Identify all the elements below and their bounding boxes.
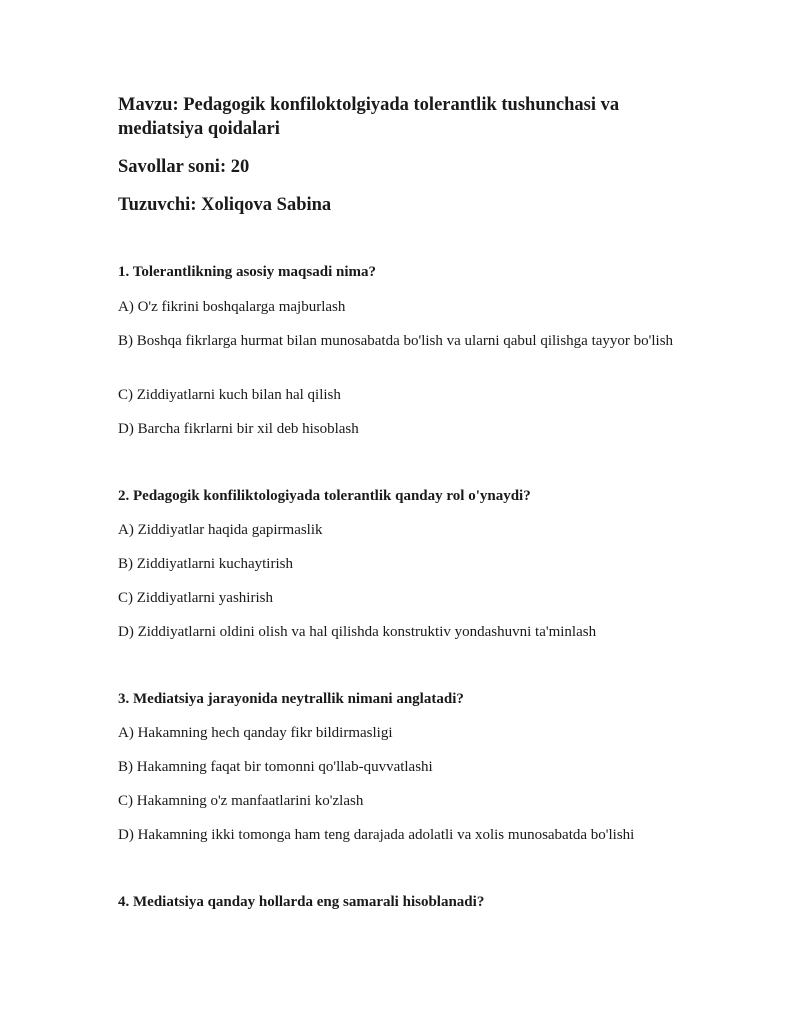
answer-option: A) O'z fikrini boshqalarga majburlash xyxy=(118,299,346,315)
answer-option: A) Ziddiyatlar haqida gapirmaslik xyxy=(118,522,323,538)
answer-option: D) Hakamning ikki tomonga ham teng darajada adolatli va xolis munosabatda bo'lishi xyxy=(118,827,635,843)
answer-option: A) Hakamning hech qanday fikr bildirmasligi xyxy=(118,725,393,741)
answer-option: C) Ziddiyatlarni yashirish xyxy=(118,590,273,606)
author-line: Tuzuvchi: Xoliqova Sabina xyxy=(118,195,332,215)
answer-option: D) Barcha fikrlarni bir xil deb hisoblash xyxy=(118,421,359,437)
answer-option: C) Ziddiyatlarni kuch bilan hal qilish xyxy=(118,387,341,403)
answer-option: B) Boshqa fikrlarga hurmat bilan munosabatda bo'lish va ularni qabul qilishga tayyor bo'lish xyxy=(118,333,674,349)
question-title: 1. Tolerantlikning asosiy maqsadi nima? xyxy=(118,264,376,280)
question-title: 3. Mediatsiya jarayonida neytrallik nimani anglatadi? xyxy=(118,691,464,707)
answer-option: B) Ziddiyatlarni kuchaytirish xyxy=(118,556,293,572)
question-title: 2. Pedagogik konfiliktologiyada tolerantlik qanday rol o'ynaydi? xyxy=(118,488,531,504)
question-count: Savollar soni: 20 xyxy=(118,157,250,177)
document-header xyxy=(118,93,678,215)
answer-option: B) Hakamning faqat bir tomonni qo'llab-quvvatlashi xyxy=(118,759,433,775)
answer-option: C) Hakamning o'z manfaatlarini ko'zlash xyxy=(118,793,364,809)
question-title: 4. Mediatsiya qanday hollarda eng samarali hisoblanadi? xyxy=(118,894,485,910)
topic-heading: Mavzu: Pedagogik konfiloktolgiyada tolerantlik tushunchasi va mediatsiya qoidalari xyxy=(118,95,620,139)
answer-option: D) Ziddiyatlarni oldini olish va hal qilishda konstruktiv yondashuvni ta'minlash xyxy=(118,624,597,640)
